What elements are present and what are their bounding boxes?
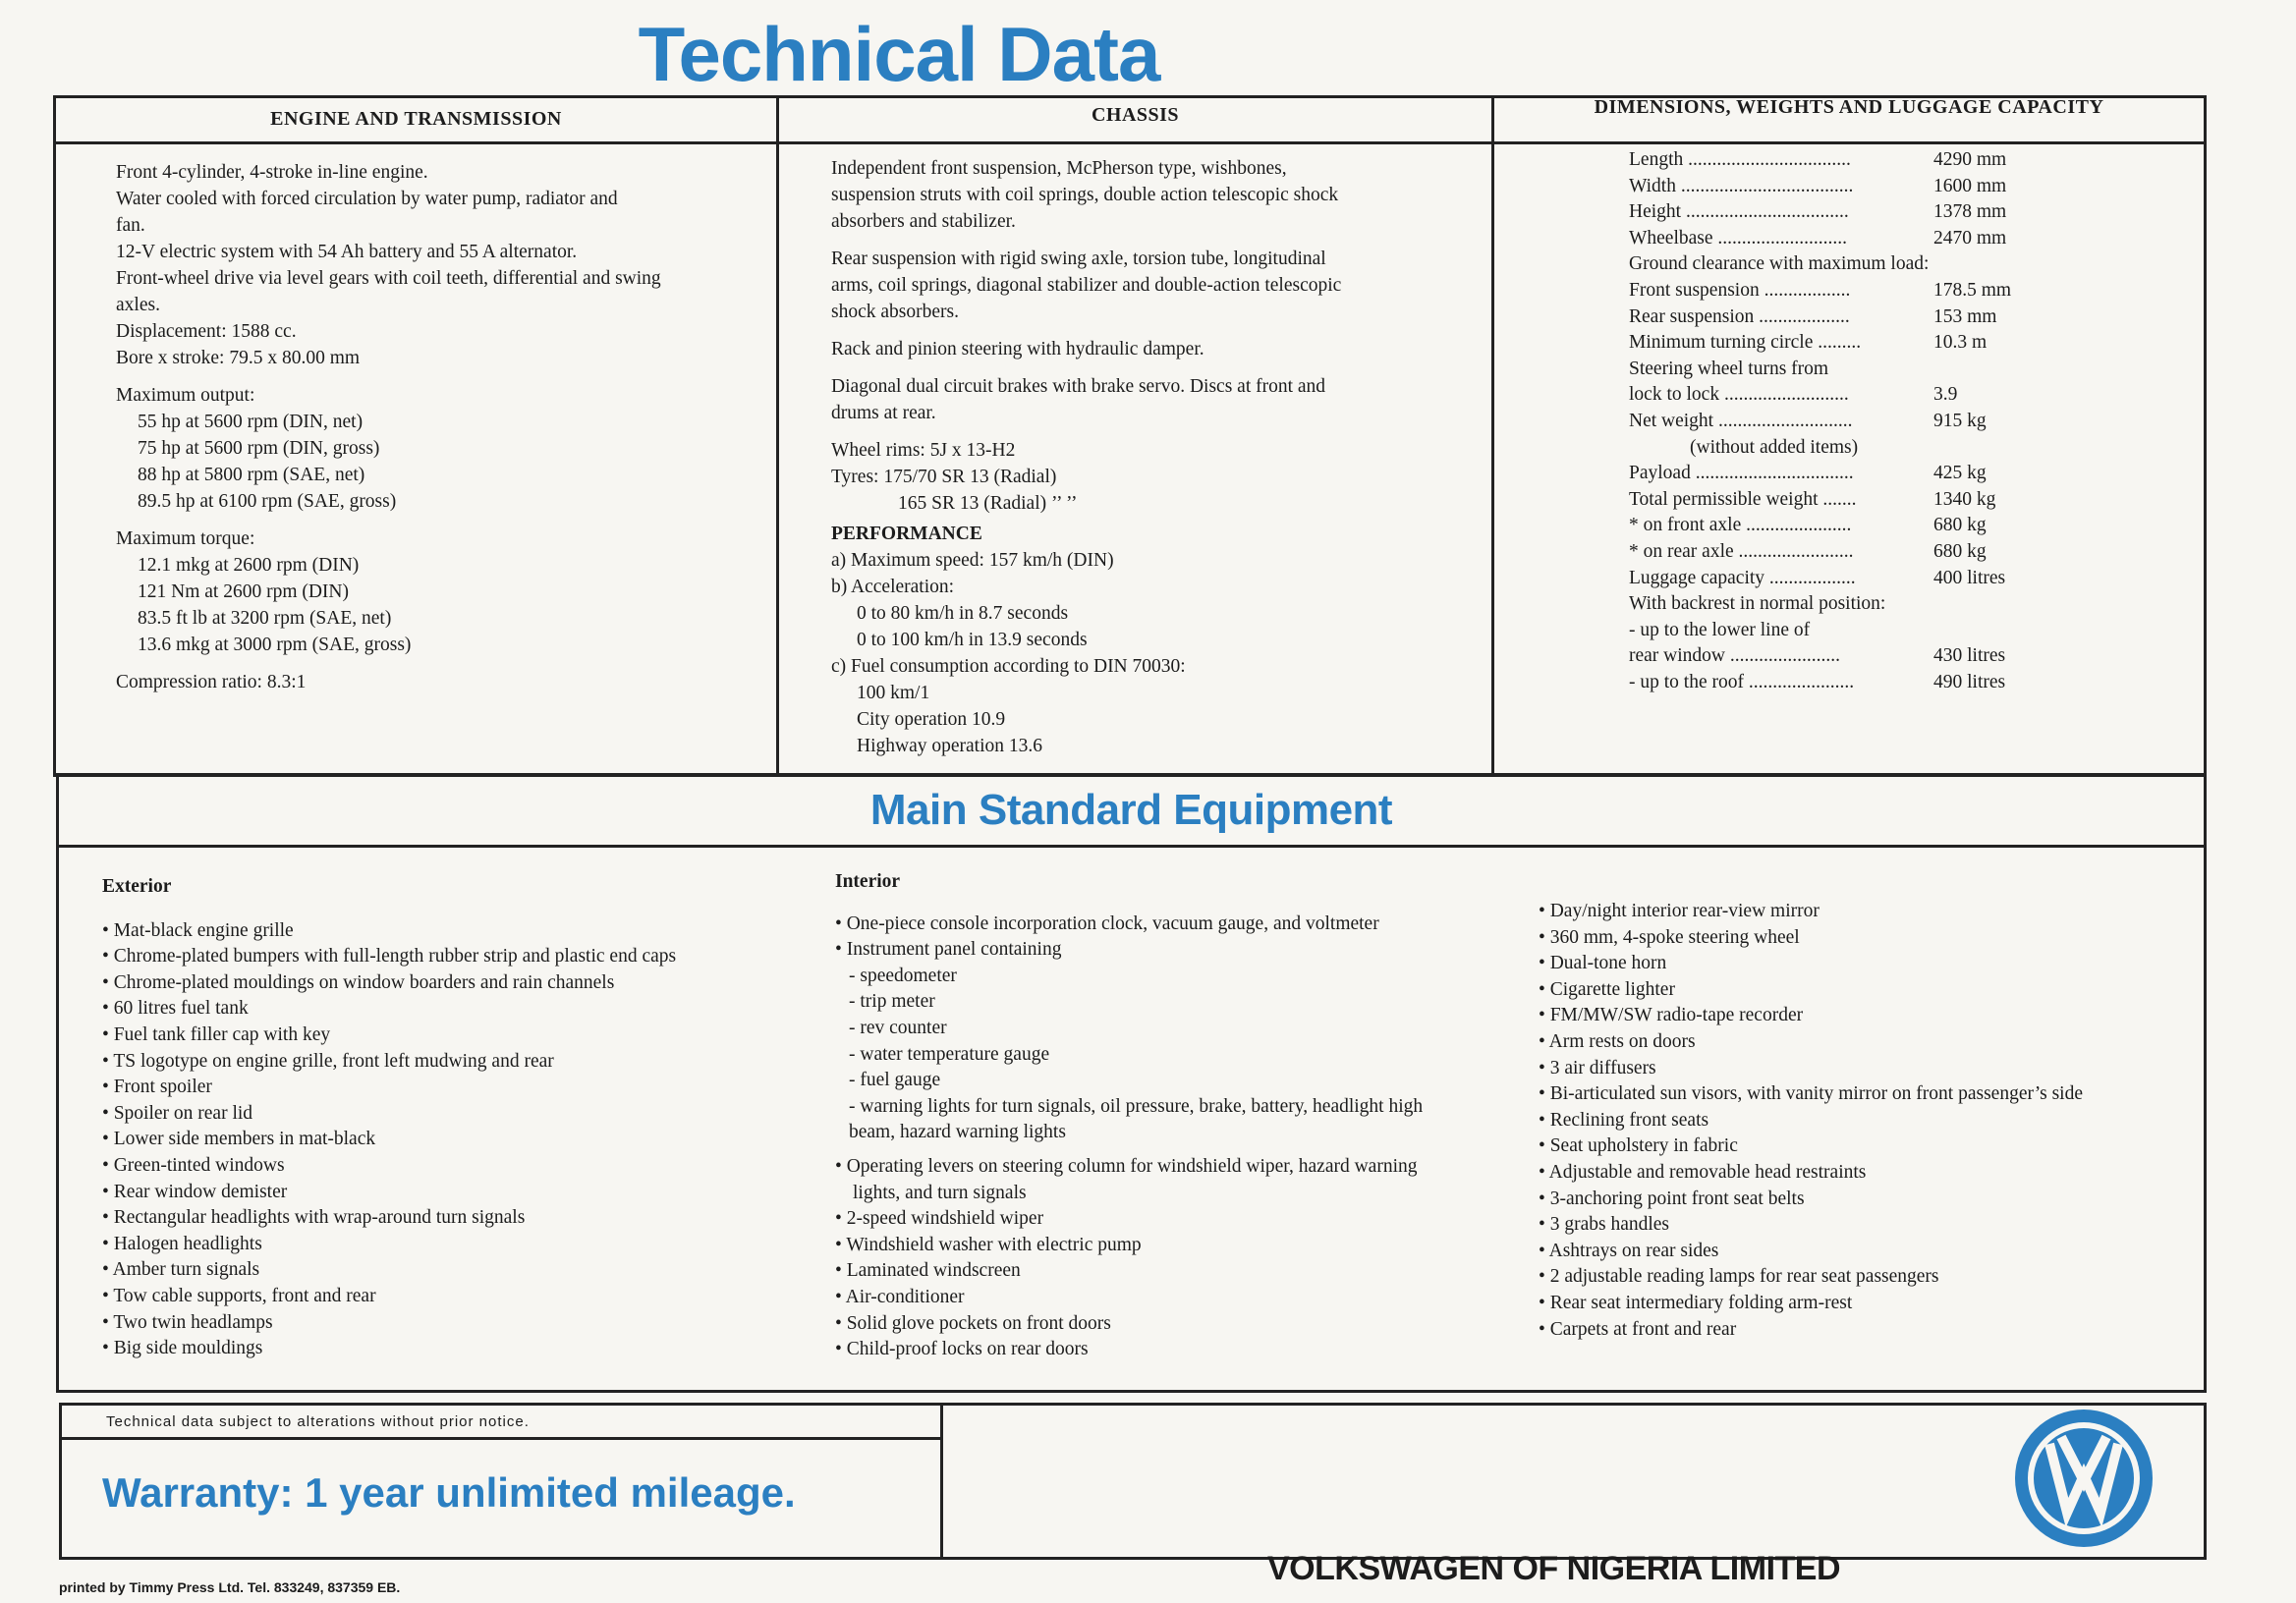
equipment-item: • 2-speed windshield wiper [835,1206,1464,1233]
equipment-title: Main Standard Equipment [869,786,1393,834]
page-title: Technical Data [638,11,1160,97]
dim-group-3 [1629,382,2179,434]
engine-line: Front 4-cylinder, 4-stroke in-line engine. [116,162,428,183]
dimension-value: 680 kg [1933,515,1987,536]
torque-line: 83.5 ft lb at 3200 rpm (SAE, net) [138,608,392,629]
dimension-label: Luggage capacity .................. [1629,567,1856,588]
chassis-line: shock absorbers. [831,302,959,322]
steering-turns-label: Steering wheel turns from [1629,358,1829,379]
exterior-column [102,874,751,1362]
performance-list [831,547,1480,600]
ground-clearance-label: Ground clearance with maximum load: [1629,253,1930,275]
dimension-row [1629,539,2179,566]
alteration-notice: Technical data subject to alterations without prior notice. [106,1413,530,1430]
equipment-item: • Laminated windscreen [835,1258,1464,1285]
equipment-item: • Carpets at front and rear [1539,1317,2177,1344]
interior-column-2 [1539,899,2177,1343]
equipment-item: • Cigarette lighter [1539,977,2177,1004]
dimension-value: 425 kg [1933,463,1987,484]
torque-label: Maximum torque: [116,528,255,549]
dimension-row [1629,304,2179,331]
interior-list-a [835,912,1464,964]
dimension-label: Minimum turning circle ......... [1629,332,1862,354]
chassis-line: drums at rear. [831,403,936,423]
equipment-item: • Mat-black engine grille [102,918,751,945]
equipment-item: • Adjustable and removable head restraints [1539,1160,2177,1187]
equipment-item: • Instrument panel containing [835,937,1464,964]
dim-group-4 [1629,461,2179,591]
dimension-row [1629,147,2179,174]
fuel-consumption: c) Fuel consumption according to DIN 70030: [831,656,1186,677]
dimension-row [1629,409,2179,435]
dimension-value: 680 kg [1933,540,1987,562]
equipment-title-divider [56,845,2207,848]
equipment-subitem: - rev counter [849,1017,947,1038]
equipment-item: • Reclining front seats [1539,1108,2177,1134]
equipment-item: • Operating levers on steering column for windshield wiper, hazard warning lights, and turn signals [835,1154,1464,1206]
dimension-row [1629,487,2179,514]
chassis-line: Wheel rims: 5J x 13-H2 [831,440,1016,461]
interior-list-c [1539,899,2177,1343]
equipment-item: • Amber turn signals [102,1257,751,1284]
acceleration-list [831,600,1480,653]
company-name: VOLKSWAGEN OF NIGERIA LIMITED [1267,1550,1841,1587]
equipment-item: • Day/night interior rear-view mirror [1539,899,2177,925]
vw-logo [2010,1405,2157,1552]
dimension-value: 1378 mm [1933,201,2007,223]
equipment-item: • Arm rests on doors [1539,1029,2177,1056]
equipment-item: • 3-anchoring point front seat belts [1539,1187,2177,1213]
dimension-row [1629,174,2179,200]
equipment-item: • 2 adjustable reading lamps for rear seat passengers [1539,1264,2177,1291]
equipment-item: • Chrome-plated bumpers with full-length rubber strip and plastic end caps [102,944,751,970]
interior-list-b [835,1154,1464,1363]
output-line: 88 hp at 5800 rpm (SAE, net) [138,465,365,485]
column-divider-2 [1491,95,1494,776]
dimension-value: 490 litres [1933,671,2006,692]
footer-divider-horizontal [59,1437,943,1440]
dim-group-2 [1629,278,2179,357]
equipment-item: • Tow cable supports, front and rear [102,1284,751,1310]
equipment-item: • Dual-tone horn [1539,951,2177,977]
equipment-item: • Halogen headlights [102,1232,751,1258]
dimension-label: - up to the roof ...................... [1629,671,1855,692]
equipment-item: • Rectangular headlights with wrap-around turn signals [102,1205,751,1232]
torque-line: 12.1 mkg at 2600 rpm (DIN) [138,555,360,576]
output-line: 89.5 hp at 6100 rpm (SAE, gross) [138,491,397,512]
chassis-heading: CHASSIS [1091,104,1180,126]
rear-suspension [831,246,1480,325]
column-divider-1 [776,95,779,776]
dimensions-heading: DIMENSIONS, WEIGHTS AND LUGGAGE CAPACITY [1594,96,2104,118]
equipment-item: • Fuel tank filler cap with key [102,1023,751,1049]
engine-heading: ENGINE AND TRANSMISSION [270,108,562,130]
engine-line: 12-V electric system with 54 Ah battery and 55 A alternator. [116,242,578,262]
equipment-subitem: - water temperature gauge [849,1043,1050,1065]
equipment-item: • Child-proof locks on rear doors [835,1337,1464,1363]
engine-line: axles. [116,295,160,315]
interior-heading: Interior [835,871,901,892]
performance-line: a) Maximum speed: 157 km/h (DIN) [831,550,1114,571]
dimension-row [1629,461,2179,487]
dimension-value: 4290 mm [1933,149,2007,170]
dimension-value: 178.5 mm [1933,279,2012,301]
engine-line: Water cooled with forced circulation by water pump, radiator and [116,189,618,209]
backrest-label: With backrest in normal position: [1629,593,1886,615]
dimension-row [1629,330,2179,357]
fuel-line: Highway operation 13.6 [857,736,1043,756]
dim-group-1 [1629,147,2179,251]
exterior-heading: Exterior [102,876,172,897]
dimension-value: 915 kg [1933,410,1987,431]
equipment-subitem: - fuel gauge [849,1070,941,1091]
dimension-row [1629,278,2179,304]
torque-list [116,552,764,658]
equipment-item: • Bi-articulated sun visors, with vanity mirror on front passenger’s side [1539,1081,2177,1108]
equipment-subitem: - trip meter [849,991,935,1013]
equipment-item: • 3 air diffusers [1539,1056,2177,1082]
engine-line: Front-wheel drive via level gears with coil teeth, differential and swing [116,268,661,289]
equipment-item: • Rear seat intermediary folding arm-rest [1539,1291,2177,1317]
dimension-label: Length .................................. [1629,149,1851,170]
dimension-value: 2470 mm [1933,227,2007,249]
brakes [831,373,1480,426]
acceleration-line: 0 to 80 km/h in 8.7 seconds [857,603,1069,624]
exterior-list [102,918,751,1362]
output-label: Maximum output: [116,385,255,406]
performance-line: b) Acceleration: [831,577,955,597]
dimension-row [1629,643,2179,670]
torque-line: 121 Nm at 2600 rpm (DIN) [138,581,350,602]
interior-sublist [835,964,1464,1146]
acceleration-line: 0 to 100 km/h in 13.9 seconds [857,630,1088,650]
vw-logo-icon [2010,1405,2157,1552]
equipment-item: • Rear window demister [102,1180,751,1206]
chassis-line: Diagonal dual circuit brakes with brake servo. Discs at front and [831,376,1326,397]
front-suspension [831,155,1480,235]
equipment-item: • Solid glove pockets on front doors [835,1311,1464,1338]
compression-ratio: Compression ratio: 8.3:1 [116,672,307,692]
chassis-line: absorbers and stabilizer. [831,211,1016,232]
chassis-line: Rear suspension with rigid swing axle, torsion tube, longitudinal [831,249,1326,269]
dimension-row [1629,513,2179,539]
steering: Rack and pinion steering with hydraulic damper. [831,339,1204,359]
equipment-item: • Windshield washer with electric pump [835,1233,1464,1259]
engine-intro [116,159,764,371]
dimension-label: * on front axle ...................... [1629,515,1852,536]
tyres-alt: 165 SR 13 (Radial) ’’ ’’ [898,493,1078,514]
fuel-line: City operation 10.9 [857,709,1006,730]
dimension-value: 153 mm [1933,305,1997,327]
equipment-subitem: - speedometer [849,965,957,986]
dimension-value: 10.3 m [1933,332,1988,354]
dim-group-5 [1629,643,2179,695]
equipment-item: • Chrome-plated mouldings on window boarders and rain channels [102,970,751,997]
equipment-item: • Lower side members in mat-black [102,1127,751,1153]
equipment-subitem: - warning lights for turn signals, oil pressure, brake, battery, headlight high beam, hazard warning lights [849,1095,1424,1143]
output-line: 55 hp at 5600 rpm (DIN, net) [138,412,364,432]
header-divider [53,141,2207,144]
equipment-item: • FM/MW/SW radio-tape recorder [1539,1003,2177,1029]
dimension-row [1629,382,2179,409]
equipment-item: • Green-tinted windows [102,1153,751,1180]
lower-line-label: - up to the lower line of [1629,619,1811,640]
dimension-row [1629,199,2179,226]
dimension-value: 1340 kg [1933,488,1996,510]
dimension-value: 3.9 [1933,384,1958,406]
equipment-item: • Two twin headlamps [102,1310,751,1337]
engine-column [116,159,764,695]
wheels [831,437,1480,490]
dimension-row [1629,566,2179,592]
equipment-item: • Spoiler on rear lid [102,1101,751,1128]
dimension-label: Front suspension .................. [1629,279,1851,301]
without-items-note: (without added items) [1690,436,1859,458]
chassis-line: Tyres: 175/70 SR 13 (Radial) [831,467,1057,487]
warranty-text: Warranty: 1 year unlimited mileage. [102,1469,796,1516]
output-line: 75 hp at 5600 rpm (DIN, gross) [138,438,380,459]
equipment-item: • Seat upholstery in fabric [1539,1133,2177,1160]
chassis-column [831,155,1480,759]
dimension-row [1629,670,2179,696]
performance-heading: PERFORMANCE [831,524,982,544]
dimension-label: Payload ................................. [1629,463,1854,484]
dimension-value: 1600 mm [1933,175,2007,196]
engine-line: Displacement: 1588 cc. [116,321,297,342]
dimension-label: Wheelbase ........................... [1629,227,1848,249]
dimension-label: Height .................................. [1629,201,1849,223]
fuel-line: 100 km/1 [857,683,930,703]
engine-line: fan. [116,215,145,236]
engine-line: Bore x stroke: 79.5 x 80.00 mm [116,348,361,368]
equipment-item: • One-piece console incorporation clock, vacuum gauge, and voltmeter [835,912,1464,938]
dimension-row [1629,226,2179,252]
printer-credit: printed by Timmy Press Ltd. Tel. 833249, 837359 EB. [59,1579,401,1595]
equipment-item: • 3 grabs handles [1539,1212,2177,1239]
equipment-item: • 60 litres fuel tank [102,996,751,1023]
equipment-item: • Ashtrays on rear sides [1539,1239,2177,1265]
chassis-line: suspension struts with coil springs, double action telescopic shock [831,185,1339,205]
interior-column [835,869,1464,1363]
chassis-line: arms, coil springs, diagonal stabilizer and double-action telescopic [831,275,1342,296]
equipment-item: • Big side mouldings [102,1336,751,1362]
dimension-label: Net weight ............................ [1629,410,1853,431]
dimension-label: rear window ....................... [1629,645,1841,667]
dimension-value: 430 litres [1933,645,2006,667]
dimension-label: lock to lock .......................... [1629,384,1849,406]
dimension-label: Total permissible weight ....... [1629,488,1857,510]
output-list [116,409,764,515]
equipment-item: • Front spoiler [102,1075,751,1101]
equipment-item: • 360 mm, 4-spoke steering wheel [1539,925,2177,952]
equipment-item: • TS logotype on engine grille, front left mudwing and rear [102,1049,751,1076]
fuel-detail [831,680,1480,759]
dimension-label: Rear suspension ................... [1629,305,1850,327]
dimension-value: 400 litres [1933,567,2006,588]
footer-divider-vertical [940,1403,943,1560]
equipment-item: • Air-conditioner [835,1285,1464,1311]
chassis-line: Independent front suspension, McPherson type, wishbones, [831,158,1287,179]
dimensions-column [1629,147,2179,695]
dimension-label: Width .................................... [1629,175,1854,196]
torque-line: 13.6 mkg at 3000 rpm (SAE, gross) [138,635,412,655]
dimension-label: * on rear axle ........................ [1629,540,1854,562]
